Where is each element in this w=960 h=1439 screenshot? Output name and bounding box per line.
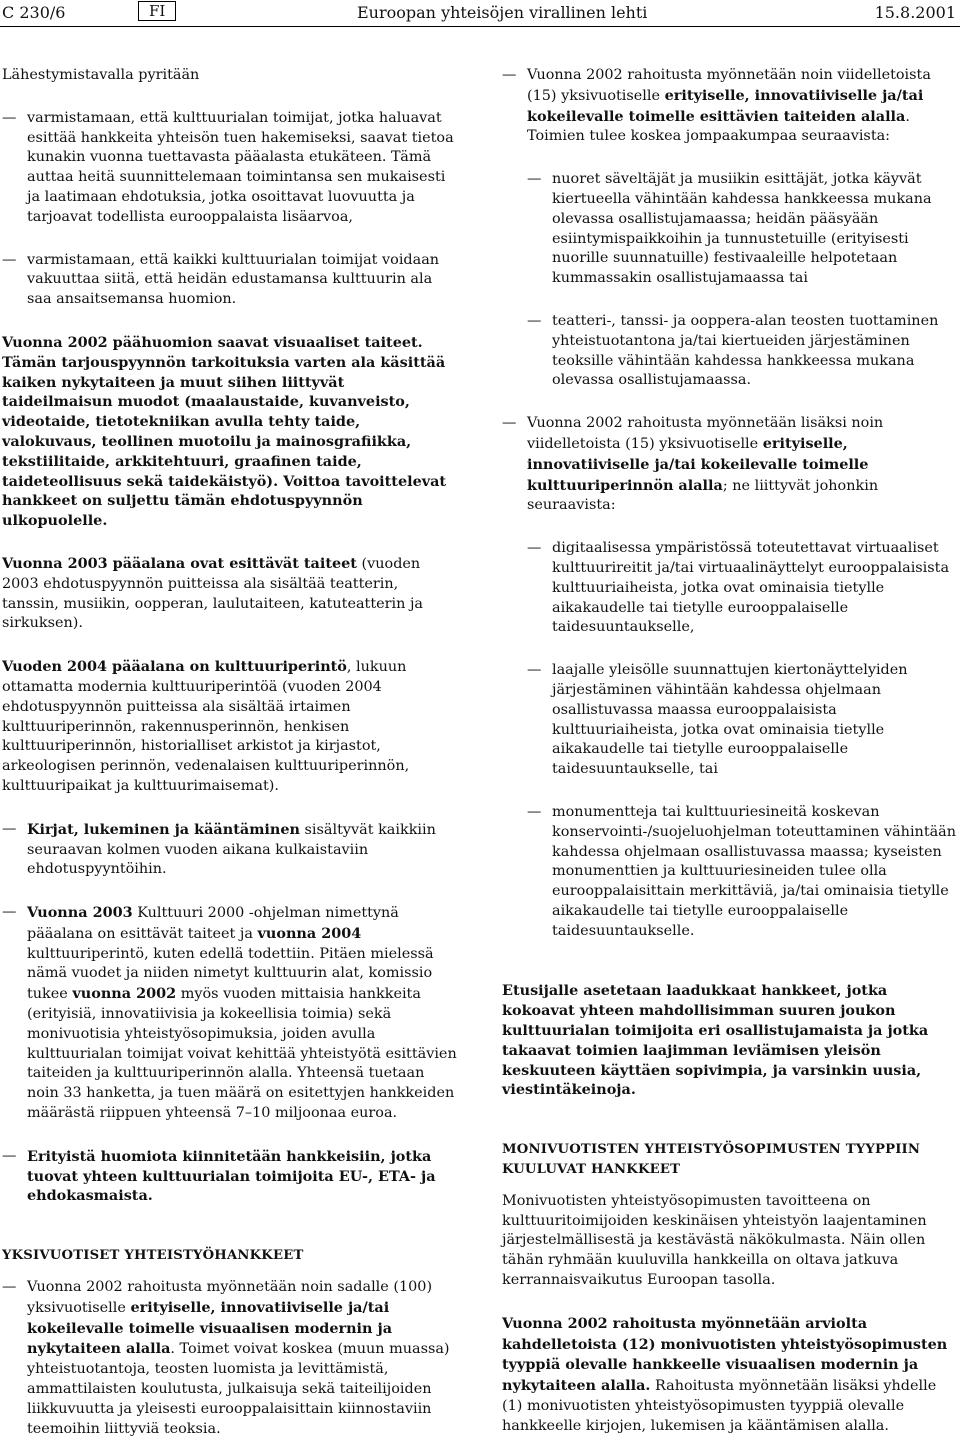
- sub-list-item: [527, 803, 958, 942]
- sub-list-item-text: nuoret säveltäjät ja musiikin esittäjät, jotka käyvät kiertueella vähintään kahdessa hankkeessa mukana olevassa osallistujamaassa; heidän pääsyään esiintymispaikkoihin ja tunnustetuille (erityisesti nuorille suunnatuille) festivaaleille helpotetaan kummassakin osallistujamaassa tai: [552, 171, 932, 287]
- list-item: [2, 251, 458, 310]
- focus-2003-paragraph: [2, 554, 458, 634]
- dash-marker: —: [2, 820, 17, 837]
- list-item-bold: Vuonna 2003: [27, 904, 133, 922]
- list-item-text: Kulttuuri 2000 -ohjelman nimettynä pääalana on esittävät taiteet ja: [27, 905, 399, 942]
- list-item-text: kulttuuriperintö, kuten edellä todettiin. Pitäen mielessä nämä vuodet ja niiden nimetyt kulttuurin alat, komissio tukee: [27, 945, 434, 1003]
- section-title: MONIVUOTISTEN YHTEISTYÖSOPIMUSTEN TYYPPIIN KUULUVAT HANKKEET: [502, 1142, 921, 1178]
- page-header: [0, 0, 960, 27]
- list-item-text: varmistamaan, että kaikki kulttuurialan toimijat voidaan vakuuttaa siitä, että heidän edustamansa kulttuurin ala saa ansaitsemansa huomion.: [27, 251, 440, 308]
- list-item-bold: vuonna 2002: [72, 985, 177, 1003]
- list-item: [502, 414, 958, 516]
- list-item-text: sisältyvät kaikkiin seuraavan kolmen vuoden aikana kulkaistaviin ehdotuspyyntöihin.: [27, 821, 436, 878]
- dash-marker: —: [2, 1279, 17, 1296]
- focus-2003-bold: Vuonna 2003 pääalana ovat esittävät taiteet: [2, 554, 357, 572]
- focus-2004-text: , lukuun ottamatta modernia kulttuuriperintöä (vuoden 2004 ehdotuspyynnön puitteissa ala sisältää irtaimen kulttuuriperinnön, rakennusperinnön, henkisen kulttuuriperinnön, historialliset arkistot ja kirjastot, arkeologisen perinnön, vedenalaisen kulttuuriperinnön, kulttuuripaikat ja kulttuurimaisemat).: [2, 659, 410, 794]
- dash-marker: —: [2, 251, 17, 268]
- language-code-box: FI: [138, 1, 176, 21]
- list-item-bold: erityiselle, innovatiiviselle ja/tai kokeilevalle toimelle esittävien taiteiden alalla: [527, 86, 924, 125]
- multiannual-funding-paragraph: [502, 1314, 958, 1437]
- funding-bold: Vuonna 2002 rahoitusta myönnetään arviolta kahdelletoista (12) monivuotisten yhteistyösopimusten tyyppiä olevalle hankkeelle visuaalisen modernin ja nykytaiteen alalla.: [502, 1314, 948, 1395]
- list-item: [2, 820, 458, 880]
- list-item-bold: vuonna 2004: [257, 924, 362, 942]
- list-item: [2, 903, 458, 1124]
- page-number: C 230/6: [2, 3, 66, 22]
- list-item-bold: erityiselle, innovatiiviselle ja/tai kokeilevalle toimelle visuaalisen modernin ja nykytaiteen alalla: [27, 1298, 393, 1358]
- focus-2002-paragraph: Vuonna 2002 päähuomion saavat visuaaliset taiteet. Tämän tarjouspyynnön tarkoituksia varten ala käsittää kaiken nykytaiteen ja muut siihen liittyvät taideilmaisun muodot (maalaustaide, kuvanveisto, videotaide, tietotekniikan avulla tehty taide, valokuvaus, teollinen muotoilu ja mainosgrafiikka, tekstiilitaide, arkkitehtuuri, graafinen taide, taideteollisuus sekä taidekäistyö). Voittoa tavoittelevat hankkeet on suljettu tämän ehdotuspyynnön ulkopuolelle.: [2, 333, 447, 530]
- dash-marker: —: [2, 1147, 17, 1164]
- list-item-text: varmistamaan, että kulttuurialan toimijat, jotka haluavat esittää hankkeita yhteisön tuen hakemiseksi, saavat tietoa kunakin vuonna tuettavasta pääalasta etukäteen. Tämä auttaa heitä suunnittelemaan toimintansa sen mukaisesti ja laatimaan ehdotuksia, jotka osoittavat luovuutta ja tarjoavat todellista eurooppalaista lisäarvoa,: [27, 109, 454, 225]
- focus-2004-paragraph: [2, 657, 458, 797]
- sub-list-item-text: teatteri-, tanssi- ja ooppera-alan teosten tuottaminen yhteistuotantona ja/tai kiertueiden järjestäminen teoksille vähintään kahdessa hankkeessa mukana olevassa osallistujamaassa.: [552, 312, 939, 389]
- sub-list-item-text: laajalle yleisölle suunnattujen kiertonäyttelyiden järjestäminen vähintään kahdessa ohjelmaan osallistuvassa maassa eurooppalaisista kulttuuriaiheista, jotka ovat ominaisia tietylle aikakaudelle tai tietylle eurooppalaiselle taidesuuntaukselle, tai: [552, 662, 908, 778]
- list-item-text: . Toimien tulee koskea jompaakumpaa seuraavista:: [527, 108, 910, 145]
- section-title: YKSIVUOTISET YHTEISTYÖHANKKEET: [2, 1248, 304, 1264]
- dash-marker: —: [502, 67, 517, 83]
- list-item: [502, 66, 958, 147]
- intro-line: Lähestymistavalla pyritään: [2, 67, 200, 83]
- list-item-bold: erityiselle, innovatiiviselle ja/tai kokeilevalle toimelle kulttuuriperinnön alalla: [527, 434, 869, 494]
- list-item-text: Vuonna 2002 rahoitusta myönnetään noin viidelletoista (15) yksivuotiselle: [527, 67, 931, 104]
- dash-marker: —: [527, 312, 542, 329]
- dash-marker: —: [502, 415, 517, 432]
- list-item-text: Vuonna 2002 rahoitusta myönnetään lisäksi noin viidelletoista (15) yksivuotiselle: [527, 415, 884, 452]
- list-item-text: myös vuoden mittaisia hankkeita (erityisiä, innovatiivisia ja kokeellisia toimia) sekä monivuotisia yhteistyösopimuksia, joiden avulla kulttuurialan toimijat voivat kehittää yhteistyötä esittävien taiteiden ja kulttuuriperinnön alalla. Yhteensä tuetaan noin 33 hanketta, ja tuen määrä on esitettyjen hankkeiden määrästä riippuen yhteensä 7–10 miljoonaa euroa.: [27, 986, 457, 1122]
- sub-list-item: [527, 661, 958, 780]
- right-column: [502, 66, 958, 1437]
- dash-marker: —: [527, 662, 542, 679]
- focus-2003-text: (vuoden 2003 ehdotuspyynnön puitteissa ala sisältää teatterin, tanssin, musiikin, oopperan, laulutaiteen, katuteatterin ja sirkuksen).: [2, 555, 424, 632]
- list-item-bold: Kirjat, lukeminen ja kääntäminen: [27, 820, 300, 838]
- journal-title: Euroopan yhteisöjen virallinen lehti: [357, 3, 648, 22]
- sub-list-item-text: monumentteja tai kulttuuriesineitä koskevan konservointi-/suojeluohjelman toteuttaminen vähintään kahdessa ohjelmaan osallistuvassa maassa; kyseisten monumenttien ja kulttuuriesineiden tulee olla eurooppalaisittain merkittäviä, ja/tai ominaisia tietylle aikakaudelle tai tietylle eurooppalaiselle taidesuuntaukselle.: [552, 803, 957, 939]
- list-item-text: Vuonna 2002 rahoitusta myönnetään noin sadalle (100) yksivuotiselle: [27, 1279, 433, 1316]
- list-item: [2, 1278, 458, 1439]
- dash-marker: —: [527, 171, 542, 188]
- sub-list-item: [527, 170, 958, 289]
- sub-list-item-text: digitaalisessa ympäristössä toteutettavat virtuaaliset kulttuurireitit ja/tai virtuaalinäyttelyt eurooppalaisista kulttuuriaiheista, jotka ovat ominaisia tietylle aikakaudelle tai tietylle eurooppalaiselle taidesuuntaukselle,: [552, 540, 950, 636]
- list-item: [2, 109, 458, 228]
- list-item-text: ; ne liittyvät johonkin seuraavista:: [527, 477, 879, 514]
- funding-text: Rahoitusta myönnetään lisäksi yhdelle (1) monivuotisten yhteistyösopimusten tyyppiä olevalle hankkeelle kirjojen, lukemisen ja kääntämisen alalla.: [502, 1378, 937, 1434]
- focus-2004-bold: Vuoden 2004 pääalana on kulttuuriperintö: [2, 658, 347, 676]
- left-column: [2, 66, 458, 1439]
- multiannual-intro-paragraph: Monivuotisten yhteistyösopimusten tavoitteena on kulttuuritoimijoiden keskinäisen yhteistyön laajentaminen järjestelmällisestä ja kestävästä näkökulmasta. Näin ollen tähän ryhmään kuuluvilla hankkeilla on oltava jatkuva kerrannaisvaikutus Euroopan tasolla.: [502, 1192, 927, 1289]
- list-item-text: . Toimet voivat koskea (muun muassa) yhteistuotantoja, teosten luomista ja levittämistä, ammattilaisten koulutusta, julkaisuja sekä taiteilijoiden liikkuvuutta ja yleisesti eurooppalaisittain kiinnostaviin teemoihin liittyviä teoksia.: [27, 1341, 450, 1437]
- priority-paragraph: Etusijalle asetetaan laadukkaat hankkeet, jotka kokoavat yhteen mahdollisimman suuren joukon kulttuurialan toimijoita eri osallistujamaista ja jotka takaavat toimien laajimman leviämisen yleisön keskuuteen käyttäen sopivimpia, ja varsinkin uusia, viestintäkeinoja.: [502, 982, 929, 1099]
- dash-marker: —: [527, 540, 542, 557]
- list-item-text: Erityistä huomiota kiinnitetään hankkeisiin, jotka tuovat yhteen kulttuurialan toimijoita EU-, ETA- ja ehdokasmaista.: [27, 1147, 436, 1205]
- list-item: [2, 1147, 458, 1206]
- dash-marker: —: [2, 904, 17, 921]
- sub-list-item: [527, 539, 958, 638]
- sub-list-item: [527, 312, 958, 391]
- dash-marker: —: [2, 109, 17, 126]
- publication-date: 15.8.2001: [874, 3, 956, 22]
- dash-marker: —: [527, 803, 542, 820]
